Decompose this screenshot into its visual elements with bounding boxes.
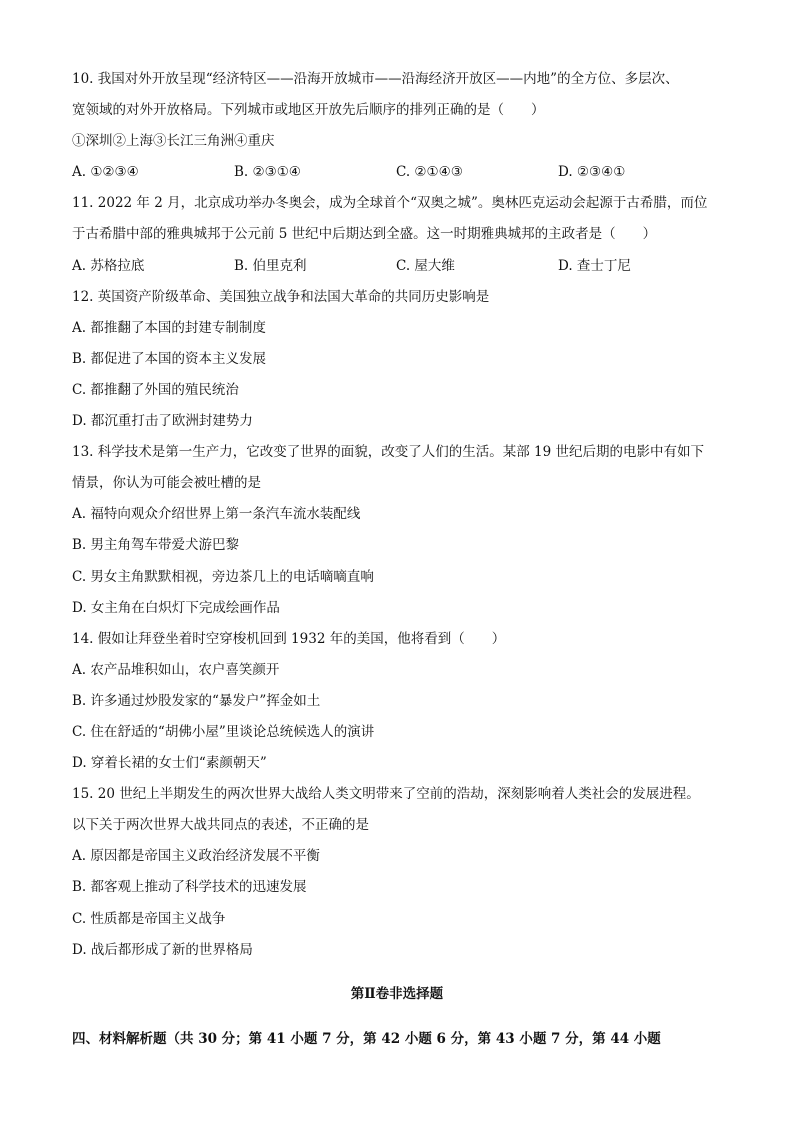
question-10-stem-line2: 宽领域的对外开放格局。下列城市或地区开放先后顺序的排列正确的是（ ）: [72, 102, 545, 119]
option-d: D. ②③④①: [558, 164, 626, 181]
option-c: C. 屋大维: [396, 257, 455, 274]
option-c: C. 性质都是帝国主义战争: [72, 910, 226, 927]
question-10-stem-line1: 10. 我国对外开放呈现“经济特区——沿海开放城市——沿海经济开放区——内地”的全方位、多层次、: [72, 71, 679, 87]
question-12-stem: 12. 英国资产阶级革命、美国独立战争和法国大革命的共同历史影响是: [72, 288, 490, 305]
question-14-stem: 14. 假如让拜登坐着时空穿梭机回到 1932 年的美国，他将看到（ ）: [72, 630, 506, 647]
question-15-stem-line2: 以下关于两次世界大战共同点的表述，不正确的是: [72, 817, 369, 834]
option-b: B. 伯里克利: [234, 257, 307, 274]
question-13-stem-line1: 13. 科学技术是第一生产力，它改变了世界的面貌，改变了人们的生活。某部 19 世纪后期的电影中有如下: [72, 444, 705, 461]
question-14: [72, 624, 722, 779]
section-title: 第Ⅱ卷非选择题: [350, 986, 444, 1003]
question-10-options: [72, 157, 722, 188]
question-12: [72, 282, 722, 437]
option-a: A. 原因都是帝国主义政治经济发展不平衡: [72, 848, 320, 865]
option-c: C. ②①④③: [396, 164, 463, 181]
question-11: [72, 188, 722, 281]
option-b: B. 都促进了本国的资本主义发展: [72, 350, 267, 367]
question-11-stem-line1: 11. 2022 年 2 月，北京成功举办冬奥会，成为全球首个“双奥之城”。奥林匹克运动会起源于古希腊，而位: [72, 195, 708, 212]
exam-content: [72, 64, 722, 1055]
question-15-stem-line1: 15. 20 世纪上半期发生的两次世界大战给人类文明带来了空前的浩劫，深刻影响着人类社会的发展进程。: [72, 786, 700, 803]
option-a: A. 福特向观众介绍世界上第一条汽车流水装配线: [72, 506, 361, 523]
option-c: C. 住在舒适的“胡佛小屋”里谈论总统候选人的演讲: [72, 723, 375, 740]
question-10: [72, 64, 722, 188]
option-d: D. 查士丁尼: [558, 257, 631, 274]
option-b: B. 男主角驾车带爱犬游巴黎: [72, 537, 240, 554]
option-b: B. 许多通过炒股发家的“暴发户”挥金如土: [72, 692, 321, 709]
option-d: D. 战后都形成了新的世界格局: [72, 941, 253, 958]
question-11-stem-line2: 于古希腊中部的雅典城邦于公元前 5 世纪中后期达到全盛。这一时期雅典城邦的主政者是（ ）: [72, 226, 657, 243]
part4-heading: 四、材料解析题（共 30 分；第 41 小题 7 分，第 42 小题 6 分，第 43 小题 7 分，第 44 小题: [72, 1030, 661, 1047]
question-10-items: ①深圳②上海③长江三角洲④重庆: [72, 133, 275, 150]
option-a: A. ①②③④: [72, 164, 139, 181]
option-d: D. 女主角在白炽灯下完成绘画作品: [72, 599, 280, 616]
question-13-stem-line2: 情景，你认为可能会被吐槽的是: [72, 475, 261, 492]
option-d: D. 穿着长裙的女士们“素颜朝天”: [72, 755, 267, 772]
option-b: B. 都客观上推动了科学技术的迅速发展: [72, 879, 307, 896]
option-d: D. 都沉重打击了欧洲封建势力: [72, 413, 253, 430]
option-a: A. 苏格拉底: [72, 257, 145, 274]
option-c: C. 都推翻了外国的殖民统治: [72, 381, 239, 398]
question-13: [72, 437, 722, 624]
option-c: C. 男女主角默默相视，旁边茶几上的电话嘀嘀直响: [72, 568, 374, 585]
question-11-options: [72, 251, 722, 282]
question-15: [72, 779, 722, 966]
option-b: B. ②③①④: [234, 164, 301, 181]
option-a: A. 都推翻了本国的封建专制制度: [72, 319, 266, 336]
option-a: A. 农产品堆积如山，农户喜笑颜开: [72, 661, 280, 678]
